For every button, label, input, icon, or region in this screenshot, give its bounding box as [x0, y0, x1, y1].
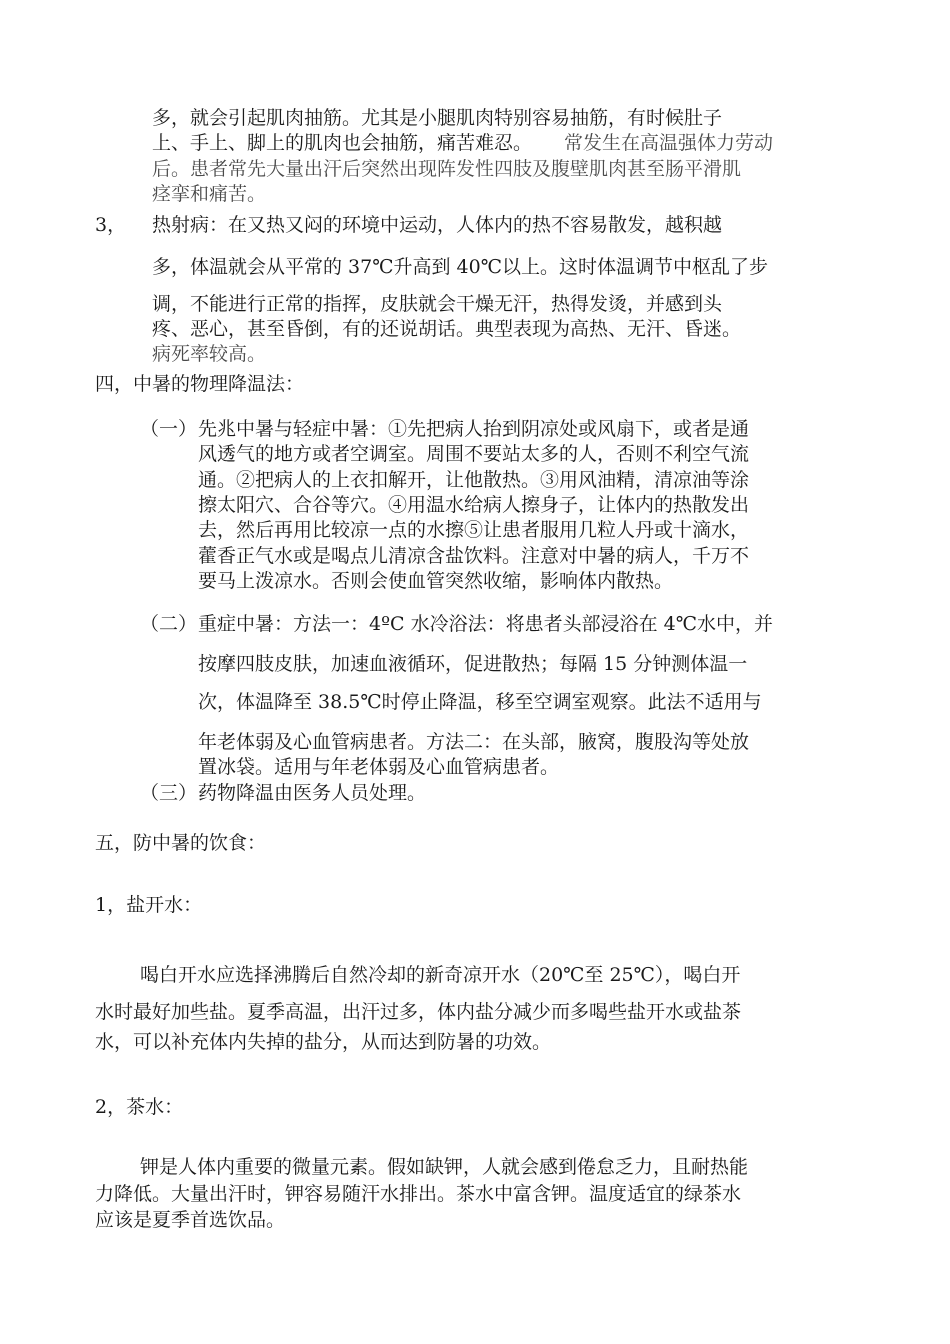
cramps-line-2: 上、手上、脚上的肌肉也会抽筋，痛苦难忍。	[152, 132, 533, 154]
cramps-line-4: 痉挛和痛苦。	[152, 183, 267, 205]
salt-water-heading: 1，盐开水：	[95, 894, 203, 916]
sub1-line-5: 去，然后再用比较凉一点的水擦⑤让患者服用几粒人丹或十滴水，	[198, 519, 750, 541]
sub1-label: （一）	[140, 418, 198, 440]
sub1-line-4: 擦太阳穴、合谷等穴。④用温水给病人擦身子，让体内的热散发出	[198, 494, 750, 516]
heatstroke-number: 3，	[95, 214, 127, 236]
section4-heading: 四，中暑的物理降温法：	[95, 373, 305, 395]
cramps-line-1: 多，就会引起肌肉抽筋。尤其是小腿肌肉特别容易抽筋，有时候肚子	[152, 107, 723, 129]
heatstroke-line-4: 疼、恶心，甚至昏倒，有的还说胡话。典型表现为高热、无汗、昏迷。	[152, 318, 742, 340]
sub2-line-3: 次，体温降至 38.5℃时停止降温，移至空调室观察。此法不适用与	[198, 691, 762, 713]
sub1-line-3: 通。②把病人的上衣扣解开，让他散热。③用风油精，清凉油等涂	[198, 469, 750, 491]
sub1-line-6: 藿香正气水或是喝点儿清凉含盐饮料。注意对中暑的病人，千万不	[198, 545, 750, 567]
sub3-text: 药物降温由医务人员处理。	[198, 782, 427, 804]
heatstroke-line-5: 病死率较高。	[152, 343, 267, 365]
section5-heading: 五，防中暑的饮食：	[95, 832, 267, 854]
sub1-line-1: 先兆中暑与轻症中暑：①先把病人抬到阴凉处或风扇下，或者是通	[198, 418, 750, 440]
salt-water-line-3: 水，可以补充体内失掉的盐分，从而达到防暑的功效。	[95, 1031, 552, 1053]
sub2-line-5: 置冰袋。适用与年老体弱及心血管病患者。	[198, 756, 560, 778]
sub2-line-4: 年老体弱及心血管病患者。方法二：在头部，腋窝，腹股沟等处放	[198, 731, 750, 753]
tea-line-3: 应该是夏季首选饮品。	[95, 1209, 286, 1231]
sub2-label: （二）	[140, 613, 198, 635]
cramps-line-3: 后。患者常先大量出汗后突然出现阵发性四肢及腹壁肌肉甚至肠平滑肌	[152, 158, 742, 180]
sub2-line-2: 按摩四肢皮肤，加速血液循环，促进散热；每隔 15 分钟测体温一	[198, 653, 748, 675]
sub1-line-7: 要马上泼凉水。否则会使血管突然收缩，影响体内散热。	[198, 570, 674, 592]
sub1-line-2: 风透气的地方或者空调室。周围不要站太多的人，否则不利空气流	[198, 443, 750, 465]
sub2-line-1: 重症中暑：方法一：4ºC 水冷浴法：将患者头部浸浴在 4℃水中，并	[198, 613, 773, 635]
sub3-label: （三）	[140, 782, 198, 804]
tea-line-2: 力降低。大量出汗时，钾容易随汗水排出。茶水中富含钾。温度适宜的绿茶水	[95, 1183, 742, 1205]
tea-heading: 2，茶水：	[95, 1096, 184, 1118]
cramps-line-2b: 常发生在高温强体力劳动	[564, 132, 774, 154]
salt-water-line-2: 水时最好加些盐。夏季高温，出汗过多，体内盐分减少而多喝些盐开水或盐茶	[95, 1001, 742, 1023]
salt-water-line-1: 喝白开水应选择沸腾后自然冷却的新奇凉开水（20℃至 25℃），喝白开	[140, 964, 741, 986]
heatstroke-line-3: 调，不能进行正常的指挥，皮肤就会干燥无汗，热得发烫，并感到头	[152, 293, 723, 315]
heatstroke-line-1: 热射病：在又热又闷的环境中运动，人体内的热不容易散发，越积越	[152, 214, 723, 236]
tea-line-1: 钾是人体内重要的微量元素。假如缺钾，人就会感到倦怠乏力，且耐热能	[140, 1156, 749, 1178]
heatstroke-line-2: 多，体温就会从平常的 37℃升高到 40℃以上。这时体温调节中枢乱了步	[152, 256, 768, 278]
